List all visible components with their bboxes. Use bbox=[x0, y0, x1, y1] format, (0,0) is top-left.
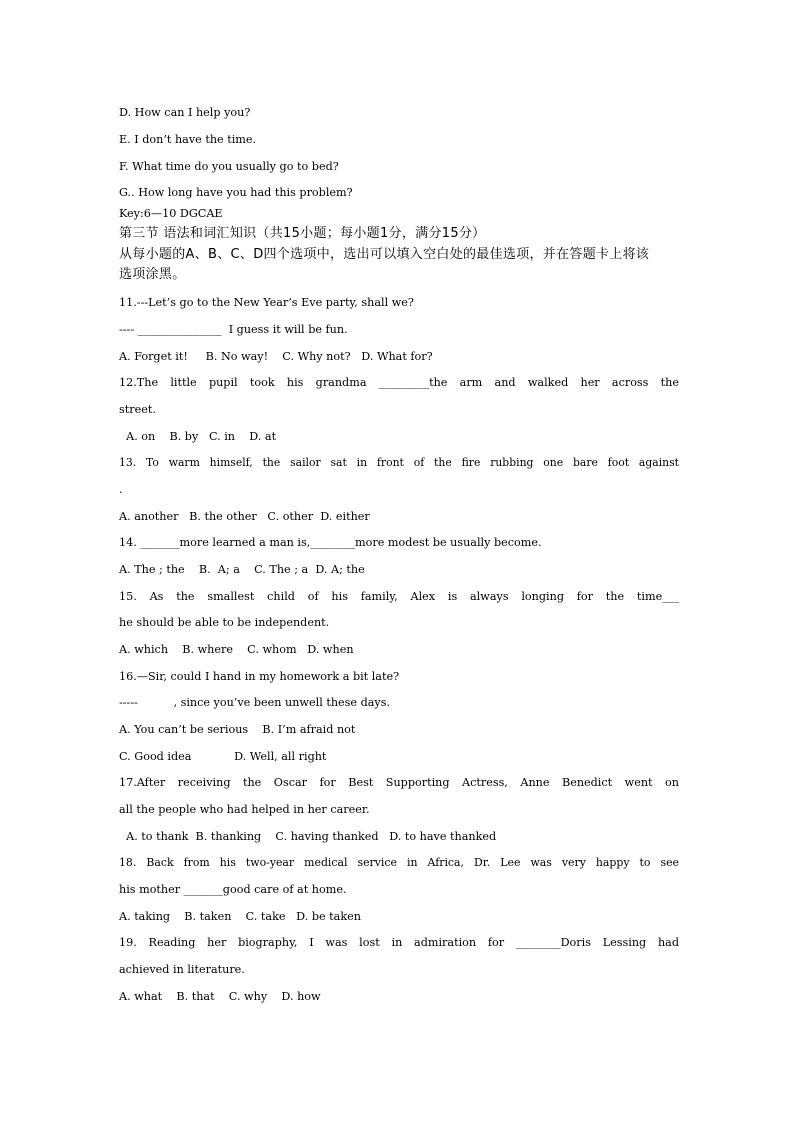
question-17-stem: 17.After receiving the Oscar for Best Supporting Actress, Anne Benedict went on bbox=[119, 776, 679, 789]
question-11-options: A. Forget it! B. No way! C. Why not? D. What for? bbox=[119, 350, 433, 363]
answer-key-line: Key:6—10 DGCAE bbox=[119, 207, 223, 220]
question-18-stem-continued: his mother _______good care of at home. bbox=[119, 883, 347, 896]
section-heading: 第三节 语法和词汇知识（共15小题；每小题1分，满分15分） bbox=[119, 226, 486, 241]
question-11-stem: 11.---Let’s go to the New Year’s Eve party, shall we? bbox=[119, 296, 414, 309]
question-16-stem: 16.—Sir, could I hand in my homework a bit late? bbox=[119, 670, 400, 683]
question-18-stem: 18. Back from his two-year medical service in Africa, Dr. Lee was very happy to see bbox=[119, 856, 679, 869]
question-11-response: ---- _______________ I guess it will be fun. bbox=[119, 323, 348, 336]
section-instructions-line-1: 从每小题的A、B、C、D四个选项中，选出可以填入空白处的最佳选项，并在答题卡上将该 bbox=[119, 247, 650, 262]
question-18-options: A. taking B. taken C. take D. be taken bbox=[119, 910, 361, 923]
question-17-options: A. to thank B. thanking C. having thanked D. to have thanked bbox=[119, 830, 497, 843]
question-19-stem: 19. Reading her biography, I was lost in admiration for ________Doris Lessing had bbox=[119, 936, 679, 949]
question-14-stem: 14. _______more learned a man is,________more modest be usually become. bbox=[119, 536, 542, 549]
option-line-g: G.. How long have you had this problem? bbox=[119, 186, 353, 199]
question-17-stem-continued: all the people who had helped in her career. bbox=[119, 803, 370, 816]
question-15-stem: 15. As the smallest child of his family, Alex is always longing for the time___ bbox=[119, 590, 679, 603]
question-16-response: ----- , since you’ve been unwell these days. bbox=[119, 696, 391, 709]
question-14-options: A. The ; the B. A; a C. The ; a D. A; the bbox=[119, 563, 365, 576]
question-16-options-2: C. Good idea D. Well, all right bbox=[119, 750, 327, 763]
option-line-f: F. What time do you usually go to bed? bbox=[119, 160, 339, 173]
question-19-options: A. what B. that C. why D. how bbox=[119, 990, 321, 1003]
question-19-stem-continued: achieved in literature. bbox=[119, 963, 245, 976]
question-12-options: A. on B. by C. in D. at bbox=[119, 430, 277, 443]
question-15-options: A. which B. where C. whom D. when bbox=[119, 643, 354, 656]
question-15-stem-continued: he should be able to be independent. bbox=[119, 616, 330, 629]
option-line-e: E. I don’t have the time. bbox=[119, 133, 257, 146]
question-12-stem: 12.The little pupil took his grandma _________the arm and walked her across the bbox=[119, 376, 679, 389]
question-16-options-1: A. You can’t be serious B. I’m afraid not bbox=[119, 723, 356, 736]
option-line-d: D. How can I help you? bbox=[119, 106, 251, 119]
question-13-stem: 13. To warm himself, the sailor sat in front of the fire rubbing one bare foot against bbox=[119, 456, 679, 469]
question-13-blank: . bbox=[119, 483, 123, 496]
section-instructions-line-2: 选项涂黑。 bbox=[119, 267, 186, 282]
question-13-options: A. another B. the other C. other D. either bbox=[119, 510, 370, 523]
question-12-stem-continued: street. bbox=[119, 403, 156, 416]
